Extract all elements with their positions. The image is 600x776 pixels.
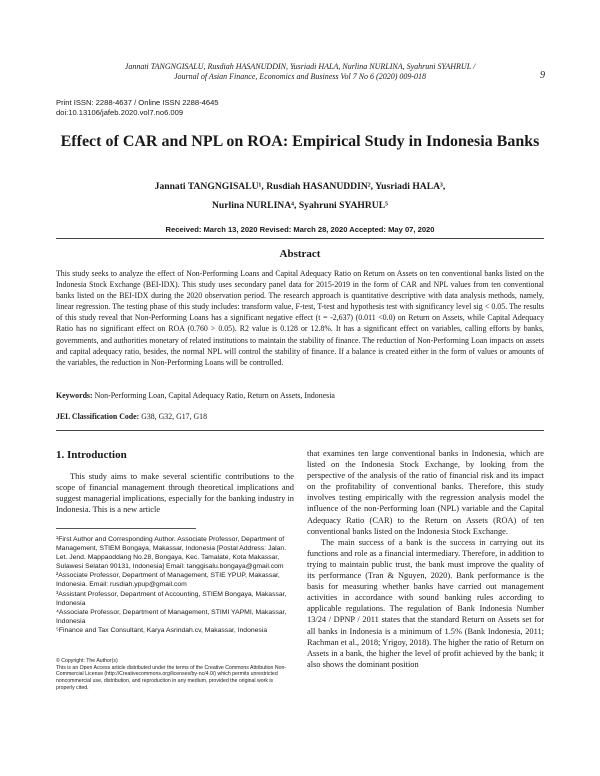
keywords	[56, 391, 335, 400]
section-heading-introduction: 1. Introduction	[56, 449, 127, 461]
doi-line: doi:10.13106/jafeb.2020.vol7.no6.009	[56, 108, 184, 117]
authors-line-1: Jannati TANGNGISALU¹, Rusdiah HASANUDDIN², Yusriadi HALA³,	[154, 181, 446, 192]
article-title: Effect of CAR and NPL on ROA: Empirical Study in Indonesia Banks	[60, 133, 540, 150]
intro-left-column	[56, 471, 294, 515]
jel-label: JEL Classification Code:	[56, 412, 140, 421]
divider	[56, 238, 544, 239]
running-head-journal: Journal of Asian Finance, Economics and Business Vol 7 No 6 (2020) 009-018	[173, 72, 427, 81]
intro-right-column	[307, 448, 544, 670]
footnote-3: ³Assistant Professor, Department of Accounting, STIEM Bongaya, Makassar, Indonesia	[56, 590, 287, 607]
publication-info	[56, 98, 219, 118]
footnote-divider	[56, 528, 196, 529]
intro-paragraph: This study aims to make several scientific contributions to the scope of financial management through theoretical implications and suggest managerial implications, especially for the banking industry in Indonesia. This is a new article	[56, 472, 294, 515]
copyright-line: © Copyright: The Author(s)	[56, 658, 118, 664]
footnote-5: ⁵Finance and Tax Consultant, Karya Asrindah.cv, Makassar, Indonesia	[56, 626, 268, 634]
authors-line-2: Nurlina NURLINA⁴, Syahruni SYAHRUL⁵	[212, 200, 388, 211]
jel-value: G38, G32, G17, G18	[139, 412, 208, 421]
submission-dates: Received: March 13, 2020 Revised: March 28, 2020 Accepted: May 07, 2020	[165, 225, 435, 234]
license-text: This is an Open Access article distributed under the terms of the Creative Commons Attribution Non-Commercial License (http://Creativecommons.org/licenses/by-nc/4.0/) which permits unrestricted noncommercial use, distribution, and reproduction in any medium, provided the original work is properly cited.	[56, 664, 287, 691]
divider	[56, 430, 544, 431]
copyright-notice	[56, 658, 292, 692]
abstract-body: This study seeks to analyze the effect of Non-Performing Loans and Capital Adequacy Ratio on Return on Assets on ten conventional banks listed on the Indonesia Stock Exchange (BEI-IDX). This study uses secondary panel data for 2015-2019 in the form of CAR and NPL values from ten conventional banks listed on the BEI-IDX during the 2020 observation period. The research approach is quantitative descriptive with data analysis methods, namely, linear regression. The testing phase of this study includes: transform value, F-test, T-test and hypothesis test with significancy level sig < 0.05. The results of this study reveal that Non-Performing Loans has a significant negative effect (t = -2,637) (0.011 <0.0) on Return on Assets, while Capital Adequacy Ratio has no significant effect on ROA (0.760 > 0.05). R2 value is 0.128 or 12.8%. It has a significant effect on variables, calling efforts by banks, governments, and authorities monetary of related institutions to maintain the stability of finance. The reduction of Non-Performing Loan impacts on assets and capital adequacy ratio, besides, the normal NPL will control the stability of finance. If a balance is created either in the form of values or amounts of the variables, the reduction in Non-Performing Loans will be controlled.	[56, 269, 544, 367]
issn-line: Print ISSN: 2288-4637 / Online ISSN 2288-4645	[56, 98, 219, 107]
running-head-authors: Jannati TANGNGISALU, Rusdiah HASANUDDIN, Yusriadi HALA, Nurlina NURLINA, Syahruni SYAHRUL /	[124, 62, 476, 71]
abstract-heading: Abstract	[279, 248, 321, 260]
keywords-label: Keywords:	[56, 391, 93, 400]
keywords-value: Non-Performing Loan, Capital Adequacy Ratio, Return on Assets, Indonesia	[92, 391, 335, 400]
footnotes	[56, 535, 292, 635]
footnote-1: ¹First Author and Corresponding Author. Associate Professor, Department of Management, STIEM Bongaya, Makassar, Indonesia [Postal Address: Jalan. Let. Jend. Mappaoddang No.28, Bongaya, Kec. Tamalate, Kota Makassar, Sulawesi Selatan 90131, Indonesia] Email: tanggisalu.bongaya@gmail.com	[56, 536, 287, 571]
intro-paragraph: that examines ten large conventional banks in Indonesia, which are listed on the Indonesia Stock Exchange, by looking from the perspective of the analysis of the ratio of financial risk and its impact on the profitability of conventional banks. Therefore, this study involves testing empirically with the regression analysis model the influence of the non-Performing loan (NPL) variable and the Capital Adequacy Ratio (CAR) to the Return on Assets (ROA) of ten conventional banks listed on the Indonesia Stock Exchange.	[307, 449, 544, 536]
intro-paragraph: The main success of a bank is the success in carrying out its functions and role as a financial intermediary. Therefore, in addition to trying to maintain public trust, the bank must improve the quality of its performance (Tran & Nguyen, 2020). Bank performance is the basis for measuring whether banks have carried out management activities in accordance with sound banking rules according to applicable regulations. The regulation of Bank Indonesia Number 13/24 / DPNP / 2011 states that the standard Return on Assets set for all banks in Indonesia is a minimum of 1.5% (Bank Indonesia, 2011; Rachman et al., 2018; Yrigoy, 2018). The higher the ratio of Return on Assets in a bank, the higher the level of profit achieved by the bank; it also shows the dominant position	[307, 537, 544, 669]
page-number: 9	[540, 70, 545, 81]
footnote-4: ⁴Associate Professor, Department of Management, STIMI YAPMI, Makassar, Indonesia	[56, 608, 287, 625]
running-head	[0, 62, 600, 82]
footnote-2: ²Associate Professor, Department of Management, STIE YPUP, Makassar, Indonesia. Email: rusdiah.ypup@gmail.com	[56, 572, 280, 589]
jel-codes	[56, 412, 207, 421]
